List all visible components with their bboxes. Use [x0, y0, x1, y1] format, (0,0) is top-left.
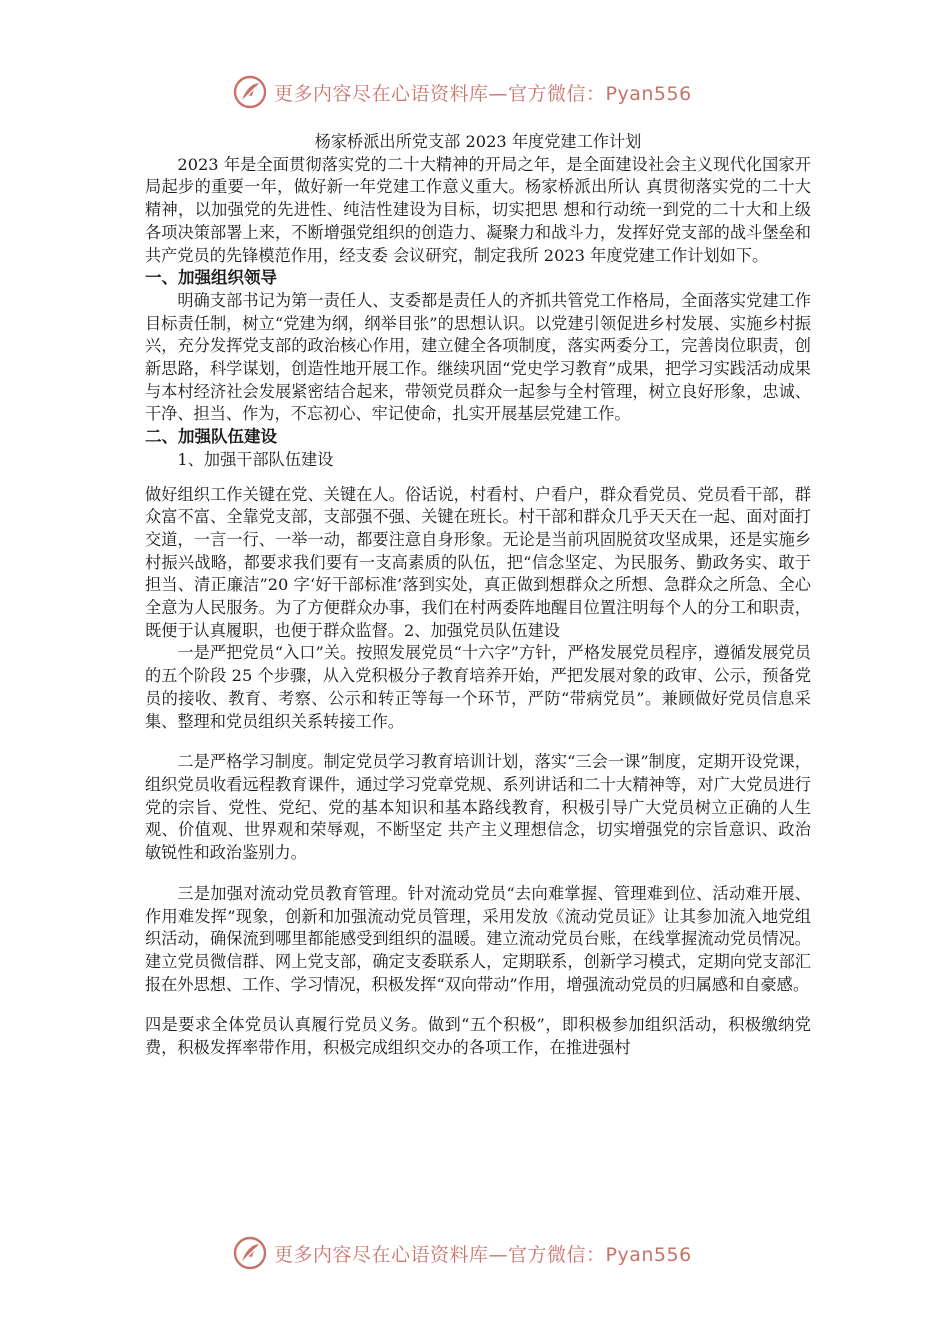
party-member-paragraph-4: 四是要求全体党员认真履行党员义务。做到“五个积极”，即积极参加组织活动，积极缴纳党费，积极发挥率带作用，积极完成组织交办的各项工作，在推进强村	[145, 1015, 811, 1058]
section1-paragraph: 明确支部书记为第一责任人、支委都是责任人的齐抓共管党工作格局，全面落实党建工作目标责任制，树立“党建为纲，纲举目张”的思想认识。以党建引领促进乡村发展、实施乡村振兴，充分发挥党支部的政治核心作用，建立健全各项制度，落实两委分工，完善岗位职责，创新思路，科学谋划，创造性地开展工作。继续巩固“党史学习教育”成果，把学习实践活动成果与本村经济社会发展紧密结合起来，带领党员群众一起参与全村管理，树立良好形象，忠诚、干净、担当、作为，不忘初心、牢记使命，扎实开展基层党建工作。	[145, 290, 811, 424]
watermark-banner-top	[232, 72, 732, 112]
subsection-heading-1: 1、加强干部队伍建设	[177, 449, 334, 469]
watermark-text: 更多内容尽在心语资料库—官方微信：Pyan556	[274, 82, 692, 105]
document-body	[145, 131, 811, 1060]
intro-paragraph: 2023 年是全面贯彻落实党的二十大精神的开局之年，是全面建设社会主义现代化国家开局起步的重要一年，做好新一年党建工作意义重大。杨家桥派出所认 真贯彻落实党的二十大精神，以加强党的先进性、纯洁性建设为目标，切实把思 想和行动统一到党的二十大和上级各项决策部署上来，不断增强党组织的创造力、凝聚力和战斗力，发挥好党支部的战斗堡垒和共产党员的先锋模范作用，经支委 会议研究，制定我所 2023 年度党建工作计划如下。	[145, 154, 811, 265]
party-member-paragraph-2: 二是严格学习制度。制定党员学习教育培训计划，落实“三会一课”制度，定期开设党课，组织党员收看远程教育课件，通过学习党章党规、系列讲话和二十大精神等，对广大党员进行党的宗旨、党性、党纪、党的基本知识和基本路线教育，积极引导广大党员树立正确的人生观、价值观、世界观和荣辱观，不断坚定 共产主义理想信念，切实增强党的宗旨意识、政治敏锐性和政治鉴别力。	[145, 752, 811, 863]
party-member-paragraph-3: 三是加强对流动党员教育管理。针对流动党员“去向难掌握、管理难到位、活动难开展、作用难发挥”现象，创新和加强流动党员管理，采用发放《流动党员证》让其参加流入地党组织活动，确保流到哪里都能感受到组织的温暖。建立流动党员台账，在线掌握流动党员情况。建立党员微信群、网上党支部，确定支委联系人，定期联系，创新学习模式，定期向党支部汇报在外思想、工作、学习情况，积极发挥“双向带动”作用，增强流动党员的归属感和自豪感。	[145, 883, 811, 994]
rose-logo-icon	[232, 74, 268, 110]
section-heading-1: 一、加强组织领导	[145, 268, 277, 288]
party-member-paragraph-1: 一是严把党员“入口”关。按照发展党员“十六字”方针，严格发展党员程序，遵循发展党员的五个阶段 25 个步骤，从入党积极分子教育培养开始，严把发展对象的政审、公示，预备党员的接收、教育、考察、公示和转正等每一个环节，严防“带病党员”。兼顾做好党员信息采集、整理和党员组织关系转接工作。	[145, 643, 811, 731]
watermark-text: 更多内容尽在心语资料库—官方微信：Pyan556	[274, 1243, 692, 1266]
cadre-paragraph: 做好组织工作关键在党、关键在人。俗话说，村看村、户看户，群众看党员、党员看干部，群众富不富、全靠党支部，支部强不强、关键在班长。村干部和群众几乎天天在一起、面对面打交道，一言一行、一举一动，都要注意自身形象。无论是当前巩固脱贫攻坚成果，还是实施乡村振兴战略，都要求我们要有一支高素质的队伍，把“信念坚定、为民服务、勤政务实、敢于担当、清正廉洁”20 字‘好干部标准’落到实处，真正做到想群众之所想、急群众之所急、全心全意为人民服务。为了方便群众办事，我们在村两委阵地醒目位置注明每个人的分工和职责，既便于认真履职，也便于群众监督。2、加强党员队伍建设	[145, 484, 811, 640]
section-heading-2: 二、加强队伍建设	[145, 427, 277, 447]
watermark-banner-bottom	[232, 1233, 732, 1273]
document-title: 杨家桥派出所党支部 2023 年度党建工作计划	[314, 132, 642, 151]
rose-logo-icon	[232, 1235, 268, 1271]
